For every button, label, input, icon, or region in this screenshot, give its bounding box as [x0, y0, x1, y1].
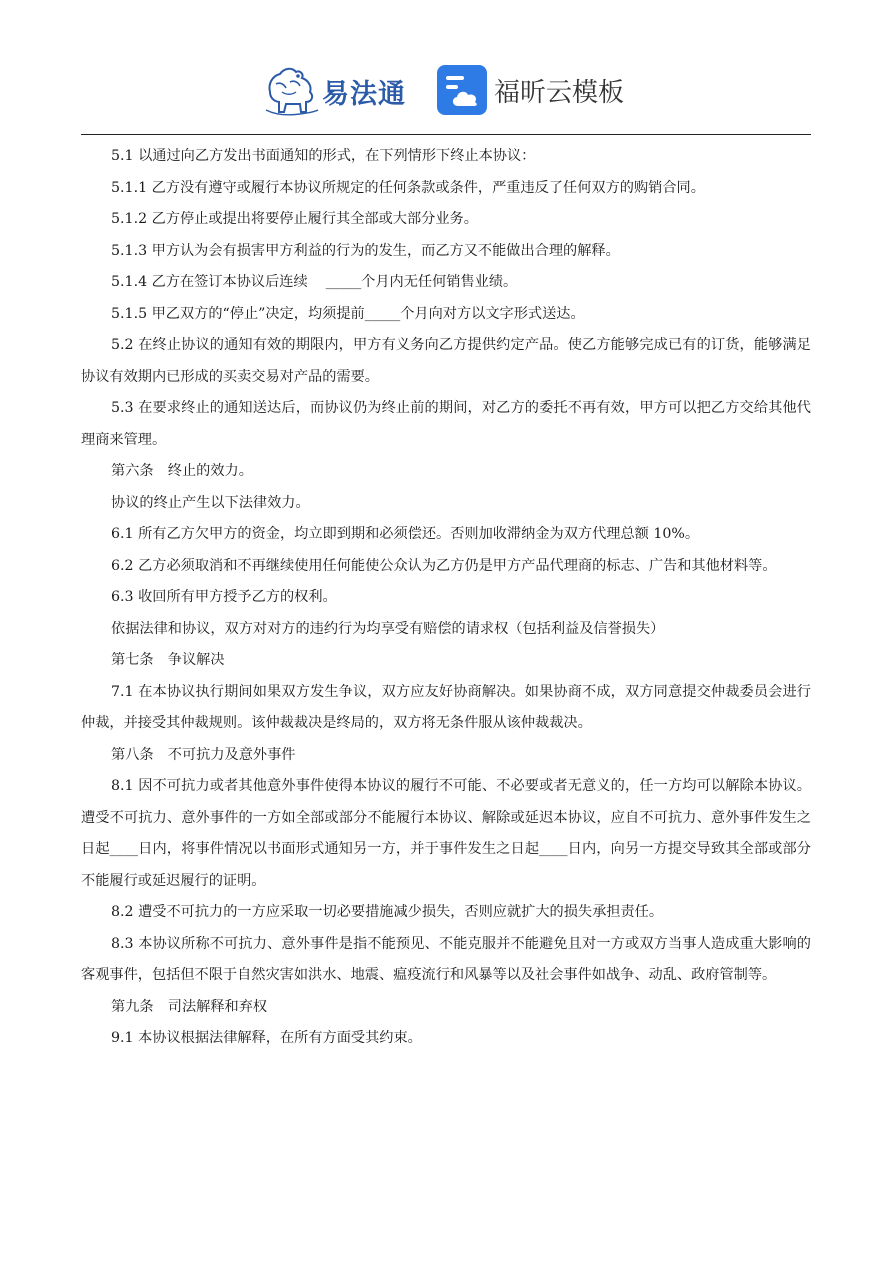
paragraph: 5.3 在要求终止的通知送达后，而协议仍为终止前的期间，对乙方的委托不再有效，甲方可以把乙方交给其他代理商来管理。 [81, 400, 811, 448]
page-header [0, 58, 893, 122]
paragraph: 协议的终止产生以下法律效力。 [111, 494, 310, 511]
paragraph: 9.1 本协议根据法律解释，在所有方面受其约束。 [111, 1030, 422, 1046]
brand-left-name: 易法通 [322, 79, 406, 110]
document-body [81, 141, 811, 1055]
brand-right-name: 福昕云模板 [494, 78, 625, 108]
article-heading: 第八条 不可抗力及意外事件 [111, 746, 296, 763]
paragraph: 5.1.3 甲方认为会有损害甲方利益的行为的发生，而乙方又不能做出合理的解释。 [111, 242, 620, 259]
paragraph: 6.2 乙方必须取消和不再继续使用任何能使公众认为乙方仍是甲方产品代理商的标志、广告和其他材料等。 [111, 557, 777, 574]
header-divider [81, 134, 811, 135]
paragraph: 7.1 在本协议执行期间如果双方发生争议，双方应友好协商解决。如果协商不成，双方同意提交仲裁委员会进行仲裁，并接受其仲裁规则。该仲裁裁决是终局的，双方将无条件服从该仲裁裁决。 [81, 683, 811, 731]
paragraph: 依据法律和协议，双方对对方的违约行为均享受有赔偿的请求权（包括利益及信誉损失） [111, 620, 665, 637]
paragraph: 8.1 因不可抗力或者其他意外事件使得本协议的履行不可能、不必要或者无意义的，任一方均可以解除本协议。遭受不可抗力、意外事件的一方如全部或部分不能履行本协议、解除或延迟本协议，应自不可抗力、意外事件发生之日起____日内，将事件情况以书面形式通知另一方，并于事件发生之日起____日内，向另一方提交导致其全部或部分不能履行或延迟履行的证明。 [81, 778, 811, 889]
paragraph: 6.3 收回所有甲方授予乙方的权利。 [111, 589, 337, 605]
qilin-mascot-icon [262, 62, 322, 120]
paragraph: 6.1 所有乙方欠甲方的资金，均立即到期和必须偿还。否则加收滞纳金为双方代理总额 10%。 [111, 526, 700, 542]
article-heading: 第九条 司法解释和弃权 [111, 998, 268, 1015]
cloud-document-icon [436, 64, 488, 116]
paragraph: 5.1 以通过向乙方发出书面通知的形式，在下列情形下终止本协议： [111, 148, 536, 164]
paragraph: 5.1.5 甲乙双方的“停止”决定，均须提前_____个月向对方以文字形式送达。 [111, 305, 585, 322]
paragraph: 5.1.4 乙方在签订本协议后连续 _____个月内无任何销售业绩。 [111, 274, 518, 290]
paragraph: 8.2 遭受不可抗力的一方应采取一切必要措施减少损失，否则应就扩大的损失承担责任。 [111, 904, 664, 920]
yifatong-logo [262, 62, 412, 120]
article-heading: 第六条 终止的效力。 [111, 463, 253, 479]
paragraph: 5.2 在终止协议的通知有效的期限内，甲方有义务向乙方提供约定产品。使乙方能够完成已有的订货，能够满足协议有效期内已形成的买卖交易对产品的需要。 [81, 337, 811, 385]
fuxin-template-logo [436, 64, 646, 116]
paragraph: 8.3 本协议所称不可抗力、意外事件是指不能预见、不能克服并不能避免且对一方或双方当事人造成重大影响的客观事件，包括但不限于自然灾害如洪水、地震、瘟疫流行和风暴等以及社会事件如战争、动乱、政府管制等。 [81, 935, 811, 983]
article-heading: 第七条 争议解决 [111, 652, 225, 668]
paragraph: 5.1.2 乙方停止或提出将要停止履行其全部或大部分业务。 [111, 211, 478, 227]
paragraph: 5.1.1 乙方没有遵守或履行本协议所规定的任何条款或条件，严重违反了任何双方的购销合同。 [111, 179, 705, 196]
